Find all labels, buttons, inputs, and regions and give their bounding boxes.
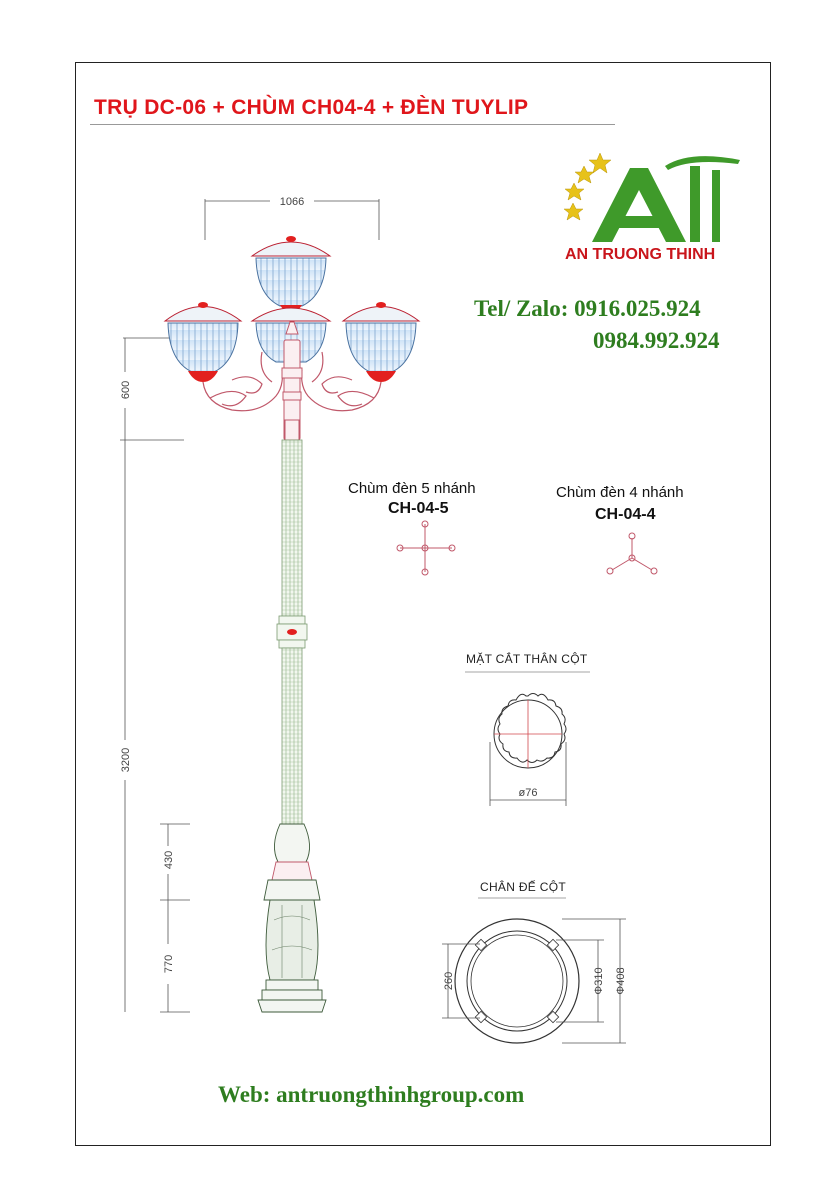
five-branch-title: Chùm đèn 5 nhánh (348, 480, 476, 497)
dim-neck-height: 430 (163, 850, 175, 870)
dim-base-inner: 260 (443, 971, 455, 991)
dim-pole-height: 3200 (120, 747, 132, 773)
five-branch-code: CH-04-5 (388, 500, 449, 517)
lamp-right (343, 302, 419, 382)
four-branch-symbol (607, 533, 657, 574)
chandelier-hub (282, 322, 302, 440)
four-branch-title: Chùm đèn 4 nhánh (556, 484, 684, 501)
contact-tel-line2: 0984.992.924 (593, 328, 720, 353)
dim-section-diameter: ø76 (518, 787, 538, 799)
dim-branch-height: 600 (120, 380, 132, 400)
contact-tel-line1: Tel/ Zalo: 0916.025.924 (474, 296, 701, 321)
star-icon (564, 153, 611, 220)
contact-web: Web: antruongthinhgroup.com (218, 1082, 525, 1107)
section-view (465, 672, 590, 806)
dim-base-height: 770 (163, 954, 175, 974)
pole-base (258, 824, 326, 1012)
pole-shaft (277, 440, 307, 824)
dim-base-outer: Φ408 (615, 967, 627, 995)
five-branch-symbol (397, 521, 455, 575)
brand-name: AN TRUONG THINH (565, 246, 716, 263)
brand-logo (564, 153, 740, 242)
dim-base-bolt: Φ310 (593, 967, 605, 995)
base-title: CHÂN ĐẾ CỘT (480, 880, 566, 894)
lamp-top (252, 236, 330, 312)
section-title: MẶT CẮT THÂN CỘT (466, 652, 588, 666)
drawing-title: TRỤ DC-06 + CHÙM CH04-4 + ĐÈN TUYLIP (94, 96, 529, 119)
four-branch-code: CH-04-4 (595, 506, 656, 523)
lamp-left (165, 302, 241, 382)
dim-width-top: 1066 (279, 196, 305, 208)
dimension-left (120, 338, 190, 1012)
